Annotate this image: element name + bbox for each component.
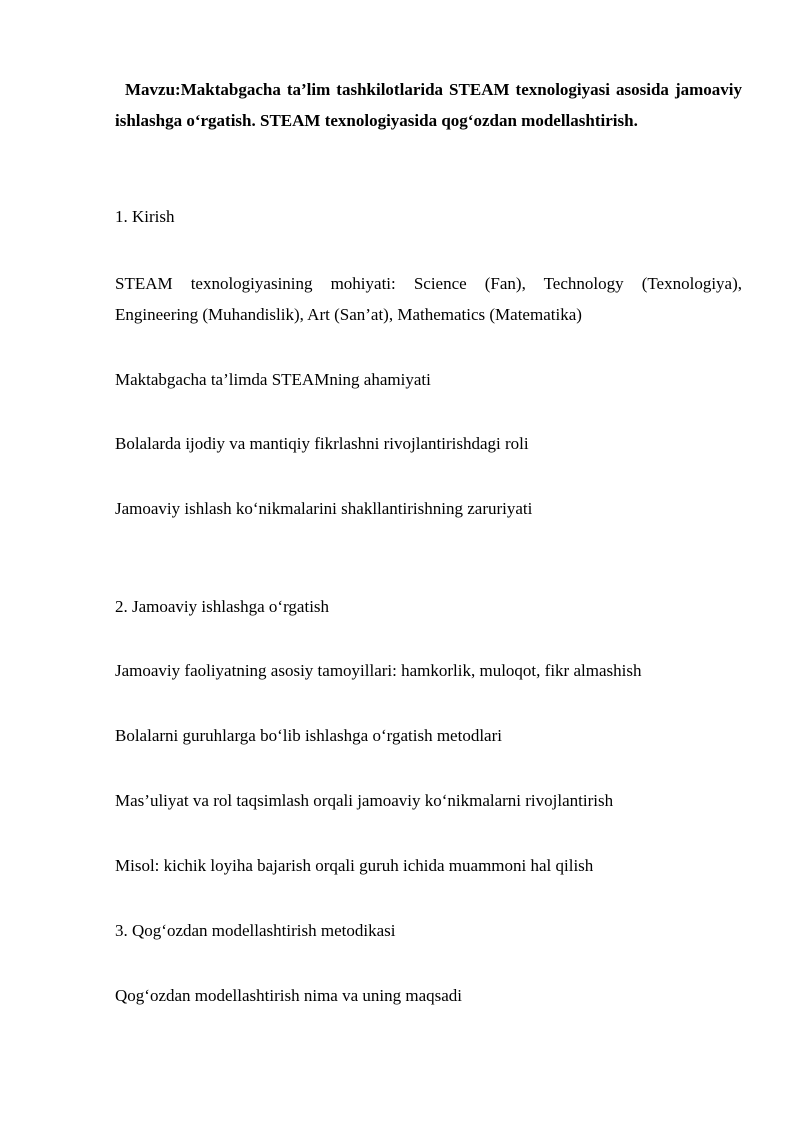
section-3-item-1: Qog‘ozdan modellashtirish nima va uning maqsadi xyxy=(115,986,463,1005)
document-title-text: Mavzu:Maktabgacha ta’lim tashkilotlarida STEAM texnologiyasi asosida jamoaviy ishlashga o‘rgatish. STEAM texnologiyasida qog‘ozdan modellashtirish. xyxy=(115,80,742,130)
section-2-item-1: Jamoaviy faoliyatning asosiy tamoyillari: hamkorlik, muloqot, fikr almashish xyxy=(115,661,642,680)
section-2-item-3: Mas’uliyat va rol taqsimlash orqali jamoaviy ko‘nikmalarni rivojlantirish xyxy=(115,791,614,810)
section-1-item-1: STEAM texnologiyasining mohiyati: Science (Fan), Technology (Texnologiya), Engineering (Muhandislik), Art (San’at), Mathematics (Matematika) xyxy=(115,274,742,324)
section-heading-3: 3. Qog‘ozdan modellashtirish metodikasi xyxy=(115,921,396,940)
section-1-item-3: Bolalarda ijodiy va mantiqiy fikrlashni rivojlantirishdagi roli xyxy=(115,434,529,453)
section-2-item-4: Misol: kichik loyiha bajarish orqali guruh ichida muammoni hal qilish xyxy=(115,856,594,875)
section-1-item-2: Maktabgacha ta’limda STEAMning ahamiyati xyxy=(115,370,431,389)
section-1-item-4: Jamoaviy ishlash ko‘nikmalarini shakllantirishning zaruriyati xyxy=(115,499,533,518)
section-heading-1: 1. Kirish xyxy=(115,207,175,226)
section-2-item-2: Bolalarni guruhlarga bo‘lib ishlashga o‘rgatish metodlari xyxy=(115,726,502,745)
section-heading-2: 2. Jamoaviy ishlashga o‘rgatish xyxy=(115,597,330,616)
document-title xyxy=(115,74,742,136)
